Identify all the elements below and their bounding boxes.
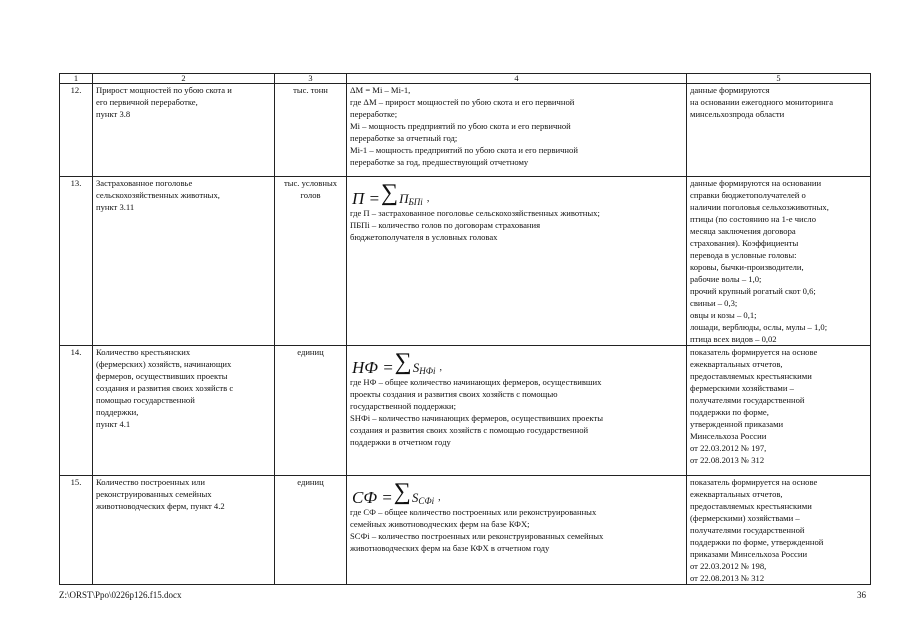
calculation-method-line: переработке за отчетный год; <box>350 133 458 143</box>
data-source-line: птица всех видов – 0,02 <box>690 334 777 344</box>
data-source-line: поддержки по форме, <box>690 407 769 417</box>
indicator-name-line: пункт 3.8 <box>96 109 131 119</box>
unit-of-measure <box>275 177 347 346</box>
table-row <box>60 84 871 177</box>
data-source-line: ежеквартальных отчетов, <box>690 489 783 499</box>
formula-variable: S <box>412 360 420 375</box>
indicator-name-line: Количество построенных или <box>96 477 205 487</box>
data-source <box>687 476 871 585</box>
formula-lhs: П = <box>352 189 380 208</box>
data-source-line: от 22.08.2013 № 312 <box>690 455 765 465</box>
formula <box>352 179 683 208</box>
calculation-method-line: Mi – мощность предприятий по убою скота и его первичной <box>350 121 571 131</box>
file-path: Z:\ORST\Ppo\0226p126.f15.docx <box>59 590 182 600</box>
data-source-line: ежеквартальных отчетов, <box>690 359 783 369</box>
data-source <box>687 84 871 177</box>
indicator-name-line: Прирост мощностей по убою скота и <box>96 85 232 95</box>
indicator-name <box>93 84 275 177</box>
calculation-method-line: SНФi – количество начинающих фермеров, осуществивших проекты <box>350 413 603 423</box>
data-source-line: прочий крупный рогатый скот 0,6; <box>690 286 816 296</box>
indicator-name-line: поддержки, <box>96 407 139 417</box>
calculation-method-line: государственной поддержки; <box>350 401 456 411</box>
data-source-line: показатель формируется на основе <box>690 347 818 357</box>
calculation-method-line: где НФ – общее количество начинающих фермеров, осуществивших <box>350 377 602 387</box>
calculation-method-line: где ΔM – прирост мощностей по убою скота и его первичной <box>350 97 575 107</box>
column-number-1: 1 <box>60 74 93 84</box>
row-number: 12. <box>60 84 93 177</box>
calculation-method-line: семейных животноводческих ферм на базе КФХ; <box>350 519 530 529</box>
indicators-table <box>59 73 871 585</box>
indicator-name-line: пункт 4.1 <box>96 419 131 429</box>
page-number: 36 <box>857 590 866 600</box>
formula-variable: П <box>399 191 409 206</box>
calculation-method-line: переработке; <box>350 109 398 119</box>
data-source-line: получателями государственной <box>690 525 805 535</box>
data-source-line: наличии поголовья сельхозживотных, <box>690 202 829 212</box>
indicator-name-line: сельскохозяйственных животных, <box>96 190 220 200</box>
unit-of-measure <box>275 476 347 585</box>
data-source-line: овцы и козы – 0,1; <box>690 310 757 320</box>
formula-tail: , <box>439 362 443 373</box>
unit-of-measure-line: единиц <box>297 477 324 487</box>
indicator-name-line: помощью государственной <box>96 395 195 405</box>
data-source-line: получателями государственной <box>690 395 805 405</box>
formula <box>352 348 683 377</box>
unit-of-measure-line: тыс. условных <box>283 178 338 188</box>
table-row <box>60 177 871 346</box>
formula-tail: , <box>426 193 430 204</box>
formula-lhs: НФ = <box>352 358 394 377</box>
formula-index: БПi <box>408 197 423 207</box>
data-source-line: рабочие волы – 1,0; <box>690 274 762 284</box>
formula-index: СФi <box>418 496 435 506</box>
calculation-method <box>347 177 687 346</box>
indicator-name-line: Количество крестьянских <box>96 347 191 357</box>
data-source-line: перевода в условные головы: <box>690 250 797 260</box>
data-source-line: (фермерскими) хозяйствами – <box>690 513 800 523</box>
calculation-method-line: Mi-1 – мощность предприятий по убою скота и его первичной <box>350 145 578 155</box>
data-source-line: данные формируются на основании <box>690 178 822 188</box>
data-source-line: поддержки по форме, утвержденной <box>690 537 824 547</box>
sum-symbol: ∑ <box>393 479 411 505</box>
data-source-line: свиньи – 0,3; <box>690 298 738 308</box>
formula <box>352 478 683 507</box>
calculation-method <box>347 84 687 177</box>
formula-tail: , <box>438 492 441 503</box>
column-number-5: 5 <box>687 74 871 84</box>
calculation-method-line: ПБПi – количество голов по договорам страхования <box>350 220 541 230</box>
data-source-line: месяца заключения договора <box>690 226 796 236</box>
calculation-method-line: поддержки в отчетном году <box>350 437 451 447</box>
data-source-line: предоставляемых крестьянскими <box>690 371 812 381</box>
data-source-line: страхования). Коэффициенты <box>690 238 799 248</box>
indicator-name <box>93 346 275 476</box>
calculation-method <box>347 476 687 585</box>
indicator-name-line: реконструированных семейных <box>96 489 212 499</box>
unit-of-measure-line: тыс. тонн <box>293 85 328 95</box>
data-source-line: лошади, верблюды, ослы, мулы – 1,0; <box>690 322 828 332</box>
data-source-line: фермерскими хозяйствами – <box>690 383 794 393</box>
data-source-line: на основании ежегодного мониторинга <box>690 97 834 107</box>
indicator-name <box>93 476 275 585</box>
calculation-method-line: где СФ – общее количество построенных или реконструированных <box>350 507 597 517</box>
column-number-4: 4 <box>347 74 687 84</box>
formula-index: НФi <box>419 366 436 376</box>
indicator-name <box>93 177 275 346</box>
indicator-name-line: пункт 3.11 <box>96 202 135 212</box>
formula-variable: S <box>411 490 419 505</box>
unit-of-measure-line: голов <box>300 190 321 200</box>
indicator-name-line: создания и развития своих хозяйств с <box>96 383 234 393</box>
table-row <box>60 476 871 585</box>
data-source-line: коровы, бычки-производители, <box>690 262 804 272</box>
data-source-line: приказами Минсельхоза России <box>690 549 808 559</box>
calculation-method-line: проекты создания и развития своих хозяйств с помощью <box>350 389 558 399</box>
column-number-2: 2 <box>93 74 275 84</box>
data-source <box>687 177 871 346</box>
data-source-line: показатель формируется на основе <box>690 477 818 487</box>
data-source-line: минсельхозпрода области <box>690 109 785 119</box>
calculation-method-line: где П – застрахованное поголовье сельскохозяйственных животных; <box>350 208 600 218</box>
data-source-line: справки бюджетополучателей о <box>690 190 806 200</box>
calculation-method-line: ΔM = Mi – Mi-1, <box>350 85 411 95</box>
table-header-row <box>60 74 871 84</box>
table-row <box>60 346 871 476</box>
calculation-method-line: SСФi – количество построенных или реконструированных семейных <box>350 531 604 541</box>
unit-of-measure-line: единиц <box>297 347 324 357</box>
row-number: 15. <box>60 476 93 585</box>
calculation-method-line: бюджетополучателя в условных головах <box>350 232 498 242</box>
data-source-line: от 22.08.2013 № 312 <box>690 573 765 583</box>
unit-of-measure <box>275 346 347 476</box>
indicator-name-line: его первичной переработке, <box>96 97 198 107</box>
indicator-name-line: животноводческих ферм, пункт 4.2 <box>96 501 225 511</box>
data-source-line: данные формируются <box>690 85 770 95</box>
indicator-name-line: (фермерских) хозяйств, начинающих <box>96 359 232 369</box>
row-number: 13. <box>60 177 93 346</box>
calculation-method <box>347 346 687 476</box>
sum-symbol: ∑ <box>394 349 412 375</box>
calculation-method-line: переработке за год, предшествующий отчетному <box>350 157 529 167</box>
indicator-name-line: фермеров, осуществивших проекты <box>96 371 228 381</box>
calculation-method-line: животноводческих ферм на базе КФХ в отчетном году <box>350 543 550 553</box>
sum-symbol: ∑ <box>381 180 399 206</box>
indicator-name-line: Застрахованное поголовье <box>96 178 193 188</box>
data-source-line: от 22.03.2012 № 198, <box>690 561 767 571</box>
calculation-method-line: создания и развития своих хозяйств с помощью государственной <box>350 425 589 435</box>
row-number: 14. <box>60 346 93 476</box>
data-source-line: утвержденной приказами <box>690 419 784 429</box>
data-source-line: птицы (по состоянию на 1-е число <box>690 214 817 224</box>
formula-lhs: СФ = <box>352 488 393 507</box>
data-source-line: предоставляемых крестьянскими <box>690 501 812 511</box>
data-source-line: от 22.03.2012 № 197, <box>690 443 767 453</box>
column-number-3: 3 <box>275 74 347 84</box>
data-source <box>687 346 871 476</box>
unit-of-measure <box>275 84 347 177</box>
data-source-line: Минсельхоза России <box>690 431 767 441</box>
